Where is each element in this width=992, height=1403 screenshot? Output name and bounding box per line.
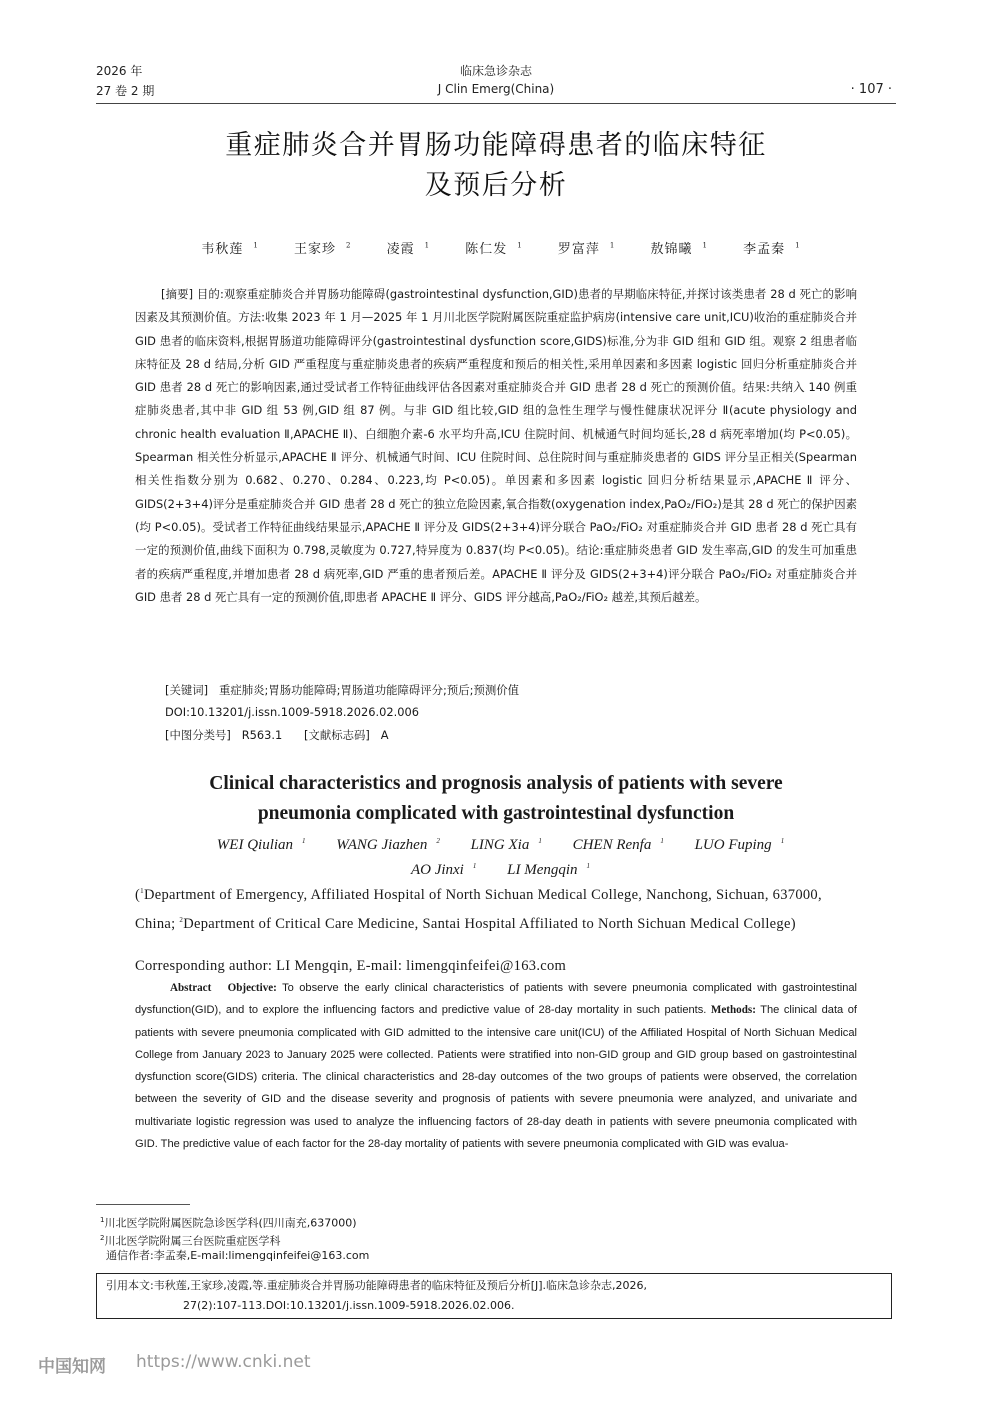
author-cn: 罗富萍 $^1$ [557,241,616,257]
author-cn: 王家珍 $^2$ [294,241,352,257]
author-en: CHEN Renfa $^1$ [572,837,664,853]
citation-text [106,1276,886,1316]
footnote-divider [96,1204,190,1205]
authors-cn [96,238,896,257]
header-journal-en: J Clin Emerg(China) [437,82,555,96]
classification-value: R563.1 [241,728,283,742]
abstract-cn-text: 目的:观察重症肺炎合并胃肠功能障碍(gastrointestinal dysfunction,GID)患者的早期临床特征,并探讨该类患者 28 d 死亡的影响因素及其预测价值。方法:收集 2023 年 1 月—2025 年 1 月川北医学院附属医院重症监护病房(intensive care unit,ICU)收治的重症肺炎合并 GID 患者的临床资料,根据胃肠道功能障碍评分(gastrointestinal dysfunction score,GIDS)标准,分为非 GID 组和 GID 组。观察 2 组患者临床特征及 28 d 结局,分析 GID 严重程度与重症肺炎患者的疾病严重程度和预后的相关性,采用单因素和多因素 logistic 回归分析重症肺炎合并 GID 患者 28 d 死亡的影响因素,通过受试者工作特征曲线评估各因素对重症肺炎合并 GID 患者 28 d 死亡的预测价值。结果:共纳入 140 例重症肺炎患者,其中非 GID 组 53 例,GID 组 87 例。与非 GID 组比较,GID 组的急性生理学与慢性健康状况评分 Ⅱ(acute physiology and chronic health evaluation Ⅱ,APACHE Ⅱ)、白细胞介素-6 水平均升高,ICU 住院时间、机械通气时间均延长,28 d 病死率增加(均 P<0.05)。Spearman 相关性分析显示,APACHE Ⅱ 评分、机械通气时间、ICU 住院时间、总住院时间与重症肺炎患者的 GIDS 评分呈正相关(Spearman 相关性指数分别为 0.682、0.270、0.284、0.223,均 P<0.05)。单因素和多因素 logistic 回归分析结果显示,APACHE Ⅱ 评分、GIDS(2+3+4)评分是重症肺炎合并 GID 患者 28 d 死亡的独立危险因素,氧合指数(oxygenation index,PaO₂/FiO₂)是其 28 d 死亡的保护因素(均 P<0.05)。受试者工作特征曲线结果显示,APACHE Ⅱ 评分及 GIDS(2+3+4)评分联合 PaO₂/FiO₂ 对重症肺炎合并 GID 患者 28 d 死亡具有一定的预测价值,曲线下面积为 0.798,灵敏度为 0.727,特异度为 0.837(均 P<0.05)。结论:重症肺炎患者 GID 发生率高,GID 的发生可加重患者的疾病严重程度,并增加患者 28 d 病死率,GID 严重的患者预后差。APACHE Ⅱ 评分及 GIDS(2+3+4)评分联合 PaO₂/FiO₂ 对重症肺炎合并 GID 患者 28 d 死亡具有一定的预测价值,即患者 APACHE Ⅱ 评分、GIDS 评分越高,PaO₂/FiO₂ 越差,其预后越差。 [135,287,858,604]
header-volume: 27 卷 2 期 [96,84,155,98]
objective-text: To observe the early clinical characteristics of patients with severe pneumonia complicated with gastrointestinal dysfunction(GID), and to explore the influencing factors and predictive value of 28-day mortality in such patients. [135,982,858,1017]
abstract-en-label: Abstract [170,982,212,994]
keywords-line [165,682,519,698]
author-en: WANG Jiazhen $^2$ [336,837,440,853]
author-cn: 陈仁发 $^1$ [465,241,523,257]
author-cn: 凌霞 $^1$ [386,241,431,257]
affiliation-en: ($^1$Department of Emergency, Affiliated Hospital of North Sichuan Medical College, Nanchong, Sichuan, 637000, China; $^2$Department of Critical Care Medicine, Santai Hospital Affiliated to North Sichuan Medical College) [135,886,822,932]
keywords-text: 重症肺炎;胃肠功能障碍;胃肠道功能障碍评分;预后;预测价值 [218,683,520,697]
author-en: AO Jinxi $^1$ [410,862,477,878]
header-journal-cn: 临床急诊杂志 [459,64,532,78]
title-en-line1: Clinical characteristics and prognosis analysis of patients with severe [209,773,783,794]
objective-label: Objective: [227,982,277,994]
author-cn: 敖锦曦 $^1$ [650,241,708,257]
footnote-corresponding: 通信作者:李孟秦,E-mail:limengqinfeifei@163.com [106,1249,370,1262]
classification-line [165,727,389,743]
doi-line: DOI:10.13201/j.issn.1009-5918.2026.02.006 [165,705,419,719]
header-divider [96,103,896,104]
doc-code-value: A [380,728,389,742]
citation-line2: 27(2):107-113.DOI:10.13201/j.issn.1009-5918.2026.02.006. [183,1299,515,1312]
author-cn: 李孟秦 $^1$ [743,241,801,257]
author-cn: 韦秋莲 $^1$ [201,241,259,257]
abstract-en [135,977,857,1155]
cnki-logo-text: 中国知网 [38,1357,106,1377]
corresponding-author-en: Corresponding author: LI Mengqin, E-mail: limengqinfeifei@163.com [135,958,567,974]
methods-text: The clinical data of patients with severe pneumonia complicated with GID admitted to the intensive care unit(ICU) of the Affiliated Hospital of North Sichuan Medical College from January 2023 to January 2025 were collected. Patients were stratified into non-GID group and GID group based on gastrointestinal dysfunction score(GIDS) criteria. The clinical characteristics and 28-day outcomes of the two groups of patients were observed, the correlation between the severity of GID and the disease severity and prognosis of patients with severe pneumonia were analyzed, and univariate and multivariate logistic regression was used to analyze the influencing factors of 28-day death in patients with severe pneumonia complicated with GID. The predictive value of each factor for the 28-day mortality of patients with severe pneumonia complicated with GID was evalua- [135,1004,857,1151]
cnki-url[interactable]: https://www.cnki.net [136,1352,311,1372]
citation-line1: 引用本文:韦秋莲,王家珍,凌霞,等.重症肺炎合并胃肠功能障碍患者的临床特征及预后分析[J].临床急诊杂志,2026, [106,1279,648,1292]
abstract-cn-label: [摘要] [161,287,194,301]
author-en: WEI Qiulian $^1$ [216,837,306,853]
footnote-2: $^2$川北医学院附属三台医院重症医学科 [100,1234,281,1248]
author-en: LUO Fuping $^1$ [694,837,785,853]
title-en-line2: pneumonia complicated with gastrointestinal dysfunction [257,803,735,824]
footnote-1: $^1$川北医学院附属医院急诊医学科(四川南充,637000) [100,1216,357,1230]
methods-label: Methods: [710,1004,756,1017]
abstract-cn [135,283,857,609]
header-year: 2026 年 [96,64,143,78]
title-cn-line2: 及预后分析 [424,170,568,201]
keywords-label: [关键词] [165,683,209,697]
author-en: LI Mengqin $^1$ [507,862,591,878]
doc-code-label: [文献标志码] [303,728,370,742]
author-en: LING Xia $^1$ [470,837,542,853]
title-cn-line1: 重症肺炎合并胃肠功能障碍患者的临床特征 [225,130,767,161]
header-page-number: · 107 · [850,82,892,97]
classification-label: [中图分类号] [165,728,231,742]
